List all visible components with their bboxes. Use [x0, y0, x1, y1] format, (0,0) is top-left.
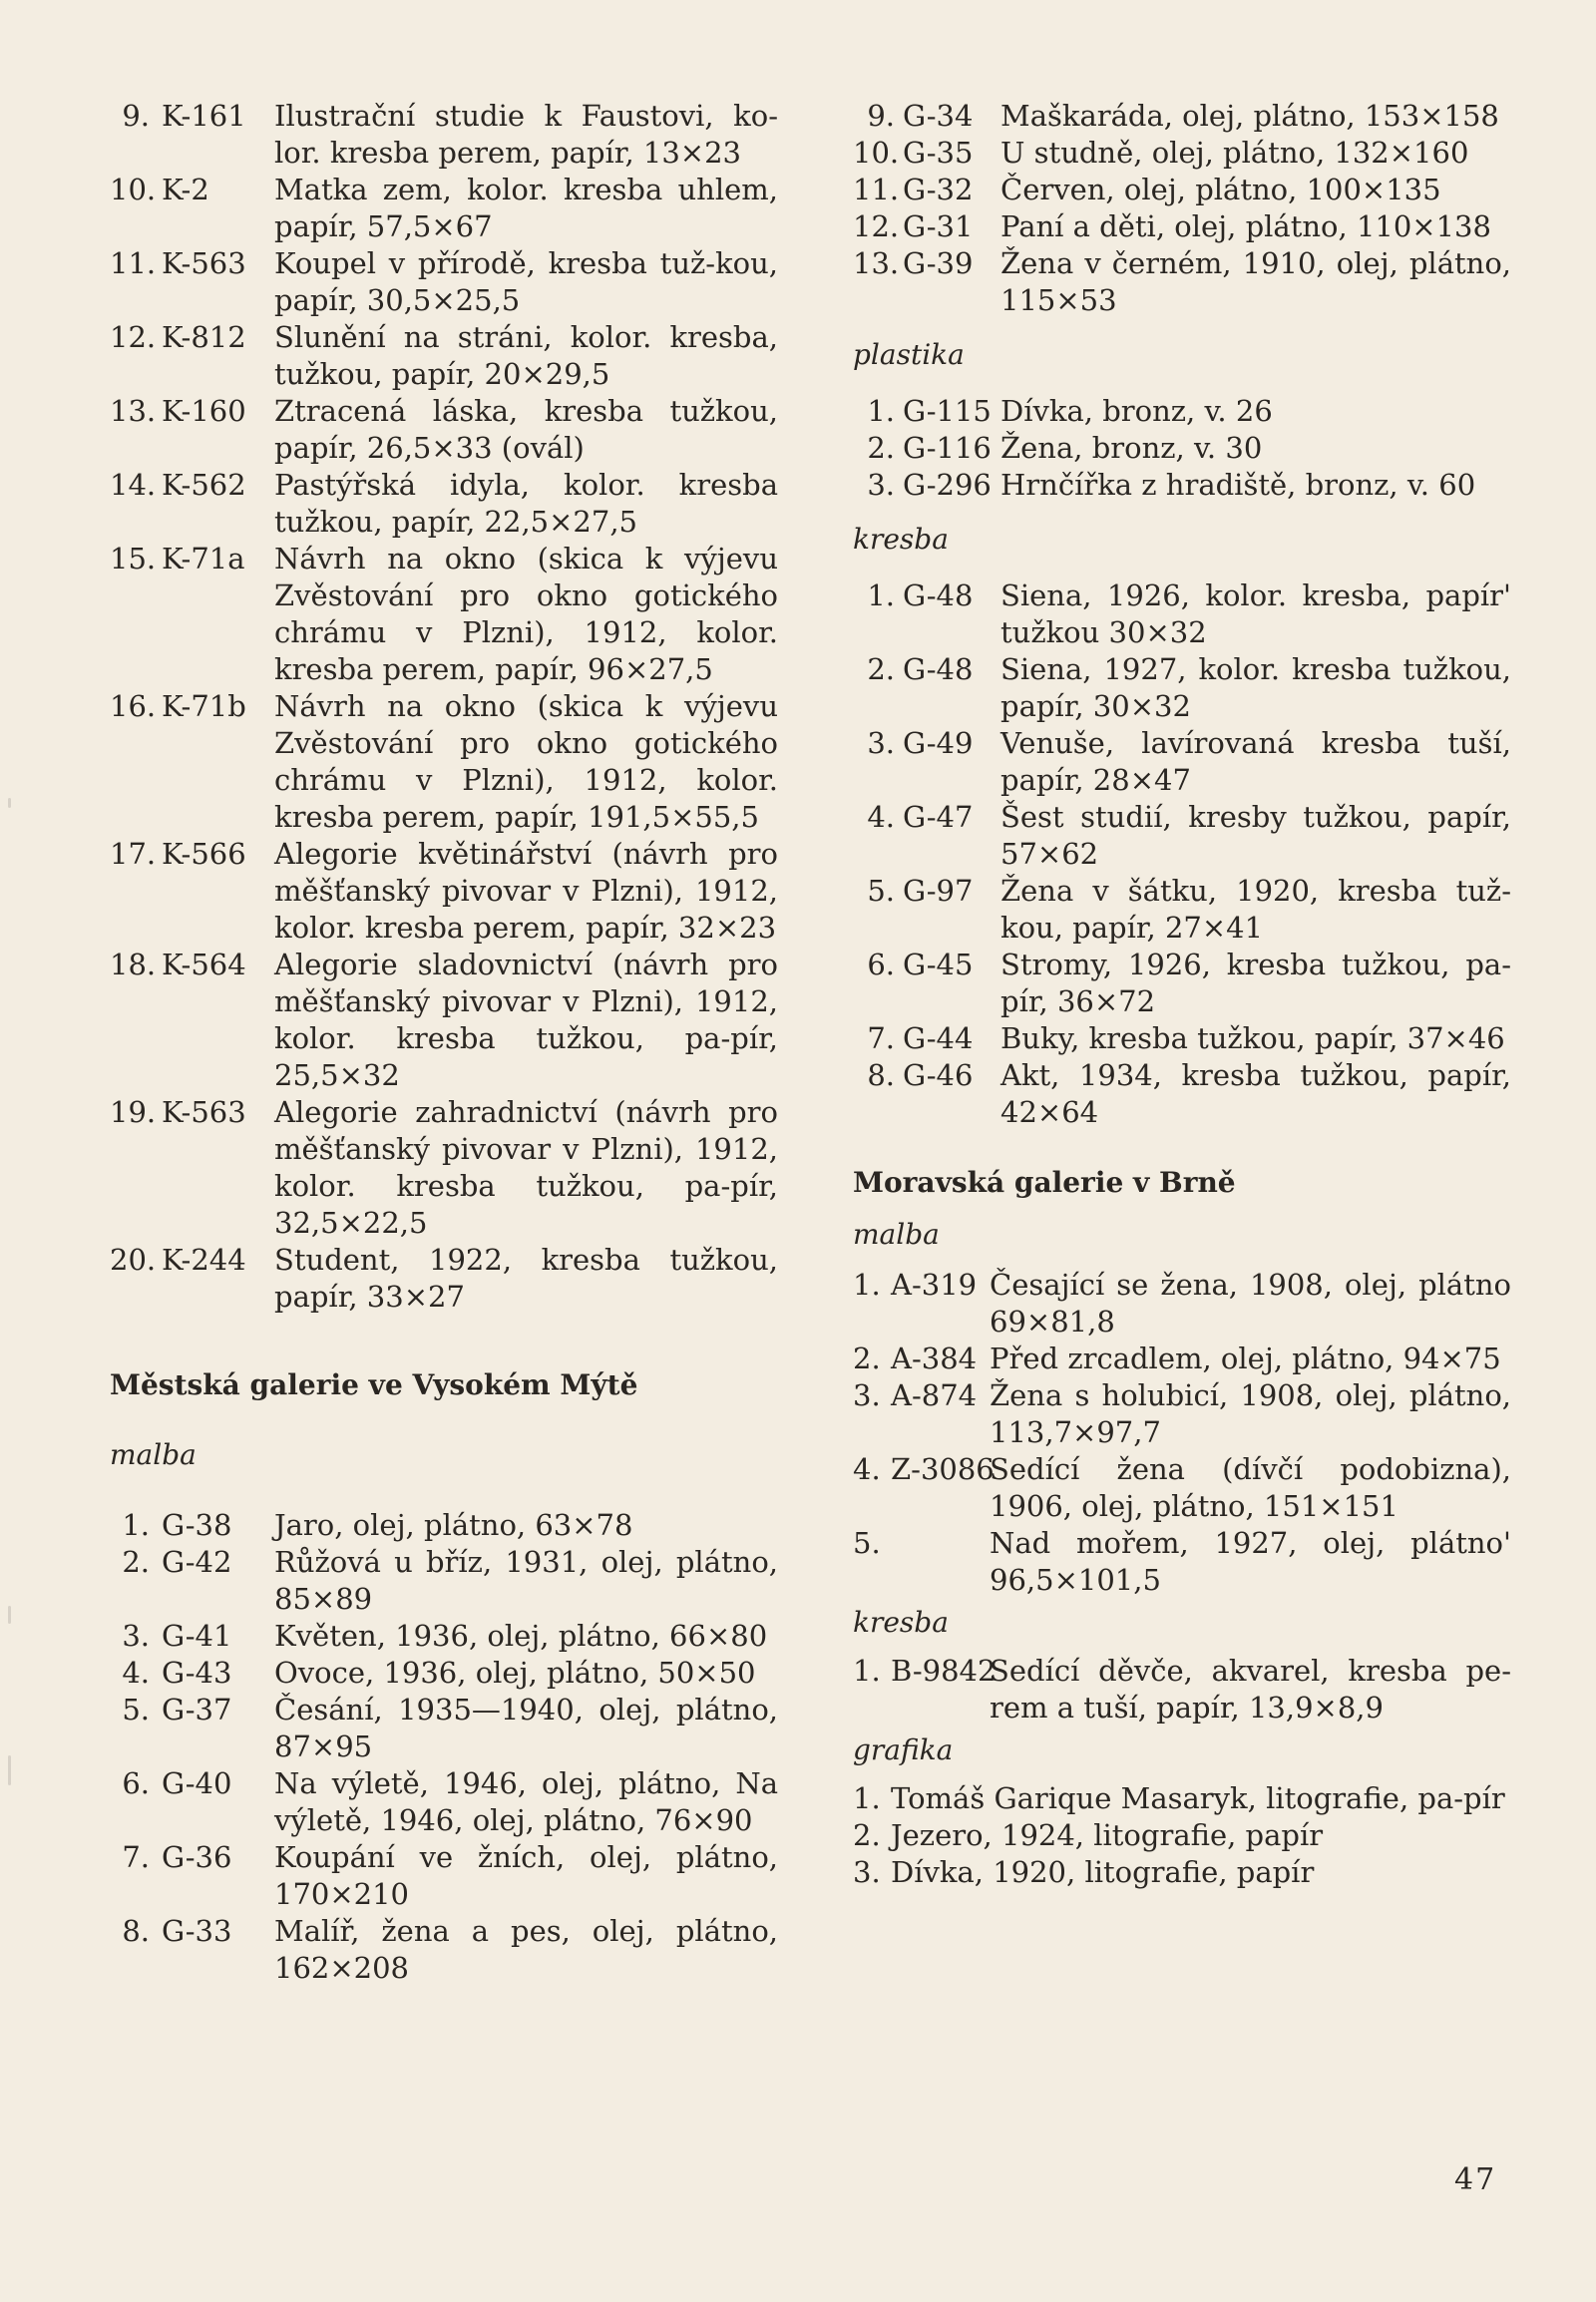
catalog-entry [853, 1653, 1511, 1726]
entry-number: 9. [867, 99, 895, 133]
margin-mark [8, 798, 11, 808]
catalog-entry [110, 688, 778, 836]
catalog-entry [110, 98, 778, 172]
inventory-code: G-47 [903, 800, 974, 834]
entry-number: 5. [867, 874, 895, 908]
entry-number: 8. [122, 1914, 150, 1948]
inventory-code: A-874 [891, 1378, 978, 1412]
inventory-code: K-161 [162, 99, 246, 133]
catalog-entry [110, 393, 778, 467]
entry-description: Maškaráda, olej, plátno, 153×158 [1000, 99, 1499, 133]
entry-number: 15. [110, 542, 157, 576]
catalog-entry [853, 135, 1511, 172]
inventory-code: Z-3086 [891, 1452, 995, 1486]
entry-number: 13. [110, 394, 157, 428]
malba-continued-list [853, 98, 1511, 319]
brno-kresba-list [853, 1653, 1511, 1726]
entry-description: Růžová u bříz, 1931, olej, plátno, 85×89 [274, 1545, 778, 1616]
entry-number: 1. [867, 394, 895, 428]
catalog-entry [110, 1618, 778, 1655]
inventory-code: K-71a [162, 542, 245, 576]
subheading-grafika: grafika [853, 1733, 954, 1766]
brno-heading: Moravská galerie v Brně [853, 1166, 1236, 1199]
inventory-code: G-48 [903, 578, 974, 612]
entry-number: 11. [853, 173, 900, 206]
catalog-entry [853, 430, 1511, 467]
catalog-entry [853, 1525, 1511, 1599]
entry-number: 12. [853, 209, 900, 243]
entry-description: Student, 1922, kresba tužkou, papír, 33×27 [274, 1243, 778, 1314]
inventory-code: A-384 [891, 1342, 978, 1375]
entry-description: Návrh na okno (skica k výjevu Zvěstování pro okno gotického chrámu v Plzni), 1912, kolor. kresba perem, papír, 191,5×55,5 [274, 689, 778, 834]
entry-number: 5. [853, 1526, 881, 1560]
entry-description: Malíř, žena a pes, olej, plátno, 162×208 [274, 1914, 778, 1985]
inventory-code: K-244 [162, 1243, 246, 1277]
entry-number: 6. [122, 1766, 150, 1800]
catalog-entry [110, 1507, 778, 1544]
inventory-code: G-34 [903, 99, 974, 133]
entry-description: Nad mořem, 1927, olej, plátno' 96,5×101,5 [990, 1526, 1511, 1597]
entry-description: Na výletě, 1946, olej, plátno, Na výletě, 1946, olej, plátno, 76×90 [274, 1766, 778, 1837]
entry-description: Koupel v přírodě, kresba tuž-kou, papír, 30,5×25,5 [274, 246, 778, 317]
entry-number: 2. [853, 1342, 881, 1375]
inventory-code: G-115 [903, 394, 992, 428]
catalog-entry [853, 208, 1511, 245]
entry-number: 5. [122, 1693, 150, 1726]
entry-description: Pastýřská idyla, kolor. kresba tužkou, papír, 22,5×27,5 [274, 468, 778, 539]
entry-number: 7. [867, 1021, 895, 1055]
catalog-entry [853, 947, 1511, 1020]
catalog-entry [853, 1780, 1511, 1817]
subheading-malba: malba [110, 1438, 197, 1471]
entry-description: Před zrcadlem, olej, plátno, 94×75 [990, 1342, 1501, 1375]
entry-number: 13. [853, 246, 900, 280]
entry-number: 6. [867, 948, 895, 981]
catalog-entry [110, 1839, 778, 1913]
entry-number: 1. [122, 1508, 150, 1542]
inventory-code: K-812 [162, 320, 246, 354]
catalog-entry [110, 1544, 778, 1618]
entry-number: 3. [853, 1378, 881, 1412]
entry-description: Dívka, bronz, v. 26 [1000, 394, 1273, 428]
catalog-entry [110, 1655, 778, 1692]
entry-number: 1. [853, 1268, 881, 1302]
entry-number: 10. [853, 136, 900, 170]
inventory-code: G-48 [903, 652, 974, 686]
inventory-code: K-562 [162, 468, 246, 502]
entry-description: Sedící děvče, akvarel, kresba pe-rem a tuší, papír, 13,9×8,9 [990, 1654, 1511, 1725]
entry-description: Alegorie sladovnictví (návrh pro měšťanský pivovar v Plzni), 1912, kolor. kresba tužkou, pa-pír, 25,5×32 [274, 948, 778, 1092]
inventory-code: G-44 [903, 1021, 974, 1055]
entry-description: Žena v šátku, 1920, kresba tuž-kou, papír, 27×41 [1000, 874, 1511, 945]
entry-number: 9. [122, 99, 150, 133]
inventory-code: G-36 [162, 1840, 232, 1874]
entry-description: Ilustrační studie k Faustovi, ko-lor. kresba perem, papír, 13×23 [274, 99, 778, 170]
plastika-list [853, 393, 1511, 504]
entry-description: Alegorie zahradnictví (návrh pro měšťanský pivovar v Plzni), 1912, kolor. kresba tužkou, pa-pír, 32,5×22,5 [274, 1095, 778, 1240]
entry-description: Alegorie květinářství (návrh pro měšťanský pivovar v Plzni), 1912, kolor. kresba perem, papír, 32×23 [274, 837, 778, 945]
brno-malba-list [853, 1267, 1511, 1599]
catalog-entry [853, 467, 1511, 504]
entry-number: 20. [110, 1243, 157, 1277]
inventory-code: G-32 [903, 173, 974, 206]
entry-description: Ztracená láska, kresba tužkou, papír, 26,5×33 (ovál) [274, 394, 778, 465]
margin-mark [8, 1755, 11, 1785]
inventory-code: G-38 [162, 1508, 232, 1542]
entry-description: Dívka, 1920, litografie, papír [891, 1855, 1315, 1889]
inventory-code: G-39 [903, 246, 974, 280]
catalog-entry [853, 1451, 1511, 1525]
entry-description: Koupání ve žních, olej, plátno, 170×210 [274, 1840, 778, 1911]
entry-description: Návrh na okno (skica k výjevu Zvěstování pro okno gotického chrámu v Plzni), 1912, kolor. kresba perem, papír, 96×27,5 [274, 542, 778, 686]
margin-mark [8, 1606, 11, 1624]
karlovy-list [110, 98, 778, 1316]
catalog-entry [110, 1913, 778, 1987]
catalog-entry [853, 651, 1511, 725]
inventory-code: G-45 [903, 948, 974, 981]
inventory-code: K-566 [162, 837, 246, 871]
catalog-entry [853, 98, 1511, 135]
entry-description: Jaro, olej, plátno, 63×78 [274, 1508, 633, 1542]
catalog-entry [110, 541, 778, 688]
catalog-entry [110, 1692, 778, 1765]
catalog-entry [853, 799, 1511, 873]
left-column [110, 98, 778, 1987]
entry-number: 16. [110, 689, 157, 723]
entry-description: Žena v černém, 1910, olej, plátno, 115×53 [1000, 246, 1511, 317]
entry-number: 4. [122, 1656, 150, 1690]
inventory-code: G-33 [162, 1914, 232, 1948]
inventory-code: K-160 [162, 394, 246, 428]
inventory-code: K-563 [162, 246, 246, 280]
inventory-code: G-46 [903, 1058, 974, 1092]
inventory-code: B-9842 [891, 1654, 997, 1688]
entry-number: 3. [853, 1855, 881, 1889]
subheading-brno-kresba: kresba [853, 1606, 949, 1639]
inventory-code: G-40 [162, 1766, 232, 1800]
catalog-entry [853, 245, 1511, 319]
entry-description: Buky, kresba tužkou, papír, 37×46 [1000, 1021, 1505, 1055]
inventory-code: K-2 [162, 173, 209, 206]
entry-number: 19. [110, 1095, 157, 1129]
inventory-code: K-564 [162, 948, 246, 981]
inventory-code: G-37 [162, 1693, 232, 1726]
inventory-code: K-563 [162, 1095, 246, 1129]
inventory-code: G-296 [903, 468, 992, 502]
entry-number: 2. [122, 1545, 150, 1579]
inventory-code: G-41 [162, 1619, 232, 1653]
entry-number: 1. [853, 1781, 881, 1815]
vysoke-myto-malba-list [110, 1507, 778, 1987]
entry-number: 4. [853, 1452, 881, 1486]
kresba-list [853, 577, 1511, 1131]
entry-description: Česání, 1935—1940, olej, plátno, 87×95 [274, 1693, 778, 1763]
catalog-entry [110, 836, 778, 947]
subheading-brno-malba: malba [853, 1218, 940, 1251]
entry-number: 1. [853, 1654, 881, 1688]
catalog-entry [853, 393, 1511, 430]
entry-number: 2. [853, 1818, 881, 1852]
grafika-list [853, 1780, 1511, 1891]
catalog-entry [110, 1242, 778, 1316]
entry-number: 8. [867, 1058, 895, 1092]
catalog-entry [110, 319, 778, 393]
inventory-code: G-43 [162, 1656, 232, 1690]
catalog-entry [853, 1341, 1511, 1377]
catalog-entry [853, 1020, 1511, 1057]
entry-description: Šest studií, kresby tužkou, papír, 57×62 [1000, 800, 1511, 871]
inventory-code: G-49 [903, 726, 974, 760]
entry-description: Květen, 1936, olej, plátno, 66×80 [274, 1619, 768, 1653]
entry-description: Červen, olej, plátno, 100×135 [1000, 173, 1441, 206]
inventory-code: G-31 [903, 209, 974, 243]
entry-number: 2. [867, 652, 895, 686]
inventory-code: G-97 [903, 874, 974, 908]
entry-number: 18. [110, 948, 157, 981]
entry-number: 1. [867, 578, 895, 612]
inventory-code: G-35 [903, 136, 974, 170]
entry-description: Ovoce, 1936, olej, plátno, 50×50 [274, 1656, 756, 1690]
inventory-code: G-42 [162, 1545, 232, 1579]
entry-number: 14. [110, 468, 157, 502]
catalog-entry [110, 1094, 778, 1242]
catalog-entry [853, 1817, 1511, 1854]
inventory-code: A-319 [891, 1268, 978, 1302]
entry-description: Jezero, 1924, litografie, papír [891, 1818, 1324, 1852]
entry-number: 7. [122, 1840, 150, 1874]
entry-number: 17. [110, 837, 157, 871]
entry-description: Žena, bronz, v. 30 [1000, 431, 1263, 465]
subheading-plastika: plastika [853, 338, 965, 371]
entry-number: 4. [867, 800, 895, 834]
entry-description: Česající se žena, 1908, olej, plátno 69×81,8 [990, 1268, 1511, 1339]
entry-description: Siena, 1926, kolor. kresba, papír' tužkou 30×32 [1000, 578, 1511, 649]
entry-number: 2. [867, 431, 895, 465]
catalog-entry [853, 873, 1511, 947]
entry-description: U studně, olej, plátno, 132×160 [1000, 136, 1469, 170]
catalog-entry [853, 172, 1511, 208]
entry-description: Stromy, 1926, kresba tužkou, pa-pír, 36×72 [1000, 948, 1511, 1018]
right-column [853, 98, 1511, 1891]
entry-description: Siena, 1927, kolor. kresba tužkou, papír, 30×32 [1000, 652, 1511, 723]
catalog-entry [110, 947, 778, 1094]
catalog-entry [853, 725, 1511, 799]
catalog-entry [110, 172, 778, 245]
entry-number: 3. [122, 1619, 150, 1653]
catalog-entry [853, 1057, 1511, 1131]
section-heading: Městská galerie ve Vysokém Mýtě [110, 1368, 638, 1401]
inventory-code: K-71b [162, 689, 246, 723]
entry-number: 11. [110, 246, 157, 280]
entry-description: Slunění na stráni, kolor. kresba, tužkou, papír, 20×29,5 [274, 320, 778, 391]
entry-description: Venuše, lavírovaná kresba tuší, papír, 28×47 [1000, 726, 1511, 797]
entry-description: Paní a děti, olej, plátno, 110×138 [1000, 209, 1491, 243]
inventory-code: G-116 [903, 431, 992, 465]
entry-description: Tomáš Garique Masaryk, litografie, pa-pír [891, 1781, 1505, 1815]
entry-description: Sedící žena (dívčí podobizna), 1906, olej, plátno, 151×151 [990, 1452, 1511, 1523]
catalog-entry [853, 577, 1511, 651]
entry-description: Akt, 1934, kresba tužkou, papír, 42×64 [1000, 1058, 1511, 1129]
catalog-entry [110, 467, 778, 541]
entry-description: Žena s holubicí, 1908, olej, plátno, 113,7×97,7 [990, 1378, 1511, 1449]
catalog-entry [853, 1854, 1511, 1891]
entry-description: Hrnčířka z hradiště, bronz, v. 60 [1000, 468, 1476, 502]
catalog-entry [853, 1377, 1511, 1451]
subheading-kresba: kresba [853, 523, 949, 556]
catalog-entry [110, 245, 778, 319]
entry-number: 12. [110, 320, 157, 354]
entry-number: 10. [110, 173, 157, 206]
page-number: 47 [1454, 2162, 1497, 2197]
entry-description: Matka zem, kolor. kresba uhlem, papír, 57,5×67 [274, 173, 778, 243]
catalog-entry [110, 1765, 778, 1839]
catalog-entry [853, 1267, 1511, 1341]
entry-number: 3. [867, 468, 895, 502]
entry-number: 3. [867, 726, 895, 760]
